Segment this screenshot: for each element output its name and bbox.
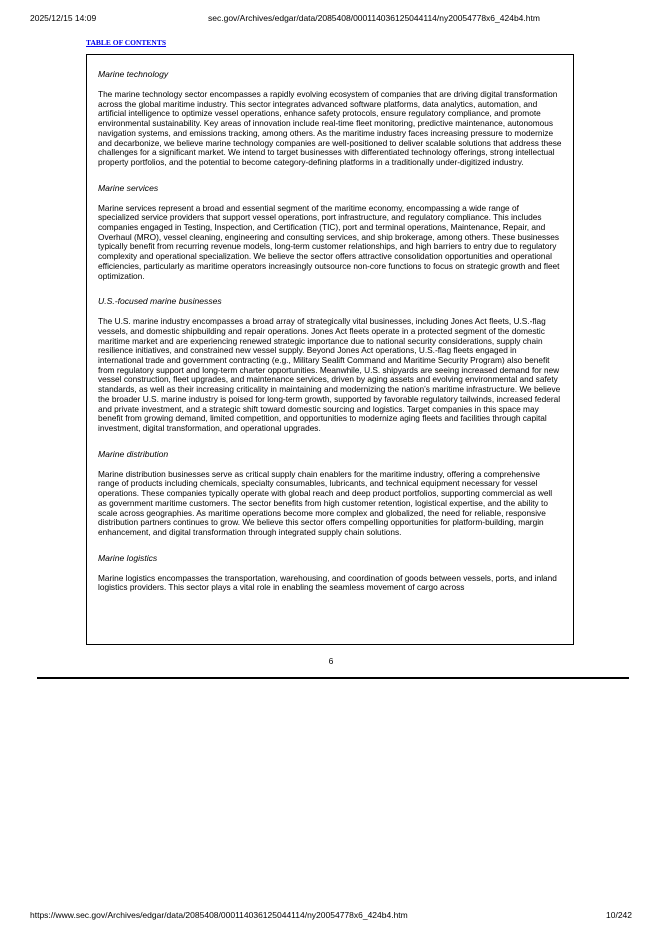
section-body: The marine technology sector encompasses a rapidly evolving ecosystem of companies that are driving digital transformation across the global maritime industry. This sector integrates advanced software platforms, data analytics, automation, and artificial intelligence to optimize vessel operations, enhance safety protocols, ensure regulatory compliance, and promote environmental sustainability. Key areas of innovation include real-time fleet monitoring, predictive maintenance, autonomous navigation systems, and emissions tracking, among others. As the maritime industry faces increasing pressure to modernize and decarbonize, we believe marine technology companies are well-positioned to deliver scalable solutions that address these challenges for a significant market. We intend to target businesses with differentiated technology offerings, strong intellectual property portfolios, and the potential to become category-defining platforms in a traditionally under-digitized industry.: [98, 89, 562, 167]
page-divider: [37, 677, 629, 679]
section-marine-distribution: [98, 449, 562, 538]
content-box: [86, 54, 574, 645]
section-body: Marine services represent a broad and essential segment of the maritime economy, encompassing a wide range of specialized service providers that support vessel operations, port infrastructure, and regulatory compliance. This includes companies engaged in Testing, Inspection, and Certification (TIC), port and terminal operations, Maintenance, Repair, and Overhaul (MRO), vessel cleaning, engineering and consulting services, and ship brokerage, among others. These businesses typically benefit from recurring revenue models, long-term customer relationships, and high barriers to entry due to regulatory complexity and operational specialization. We believe the sector offers attractive consolidation opportunities and operational efficiencies, particularly as maritime operators increasingly outsource non-core functions to focus on strategic growth and fleet optimization.: [98, 202, 560, 281]
section-title: Marine services: [98, 182, 159, 193]
print-header-url: sec.gov/Archives/edgar/data/2085408/000114036125044114/ny20054778x6_424b4.htm: [208, 13, 540, 23]
page-number: 6: [328, 656, 334, 666]
section-title: Marine distribution: [98, 448, 169, 459]
section-title: Marine logistics: [98, 552, 158, 563]
table-of-contents-link[interactable]: TABLE OF CONTENTS: [86, 38, 167, 47]
section-title: U.S.-focused marine businesses: [98, 296, 222, 307]
section-body: Marine distribution businesses serve as critical supply chain enablers for the maritime industry, offering a comprehensive range of products including chemicals, specialty consumables, lubricants, and technical equipment necessary for vessel operations. These companies typically operate with global reach and deep product portfolios, supporting commercial as well as government maritime customers. The sector benefits from high customer retention, logistical expertise, and the ability to scale across geographies. As maritime operations become more complex and globalized, the need for reliable, responsive distribution partners continues to grow. We believe this sector offers compelling opportunities for platform-building, margin enhancement, and digital transformation through integrated supply chain solutions.: [98, 468, 553, 537]
print-footer-url: https://www.sec.gov/Archives/edgar/data/2085408/000114036125044114/ny20054778x6_424b4.htm: [30, 910, 408, 920]
print-page-count: 10/242: [606, 910, 632, 920]
section-marine-logistics: [98, 553, 562, 593]
print-datetime: 2025/12/15 14:09: [30, 13, 97, 23]
section-body: The U.S. marine industry encompasses a broad array of strategically vital businesses, including Jones Act fleets, U.S.-flag vessels, and domestic shipbuilding and repair operations. Jones Act fleets operate in a protected segment of the domestic maritime market and are experiencing renewed strategic importance due to national security considerations, supply chain resilience initiatives, and constrained new vessel supply. Beyond Jones Act operations, U.S.-flag fleets engaged in international trade and government contracting (e.g., Military Sealift Command and Maritime Security Program) also benefit from regulatory support and long-term charter opportunities. Meanwhile, U.S. shipyards are seeing increased demand for new vessel construction, fleet upgrades, and maintenance services, driven by aging assets and evolving environmental and safety standards, as well as their increasing criticality in maintaining and modernizing the nation’s maritime infrastructure. We believe the broader U.S. marine industry is poised for long-term growth, supported by favorable regulatory tailwinds, increased federal and private investment, and a strategic shift toward domestic sourcing and logistics. Target companies in this space may benefit from growing demand, limited competition, and opportunities to modernize aging fleets and facilities through capital investment, digital transformation, and operational upgrades.: [98, 316, 561, 433]
section-title: Marine technology: [98, 69, 169, 79]
section-us-focused-marine-businesses: [98, 296, 562, 433]
section-marine-technology: [98, 69, 562, 168]
section-marine-services: [98, 183, 562, 282]
section-body: Marine logistics encompasses the transportation, warehousing, and coordination of goods between vessels, ports, and inland logistics providers. This sector plays a vital role in enabling the seamless movement of cargo across: [98, 572, 557, 593]
